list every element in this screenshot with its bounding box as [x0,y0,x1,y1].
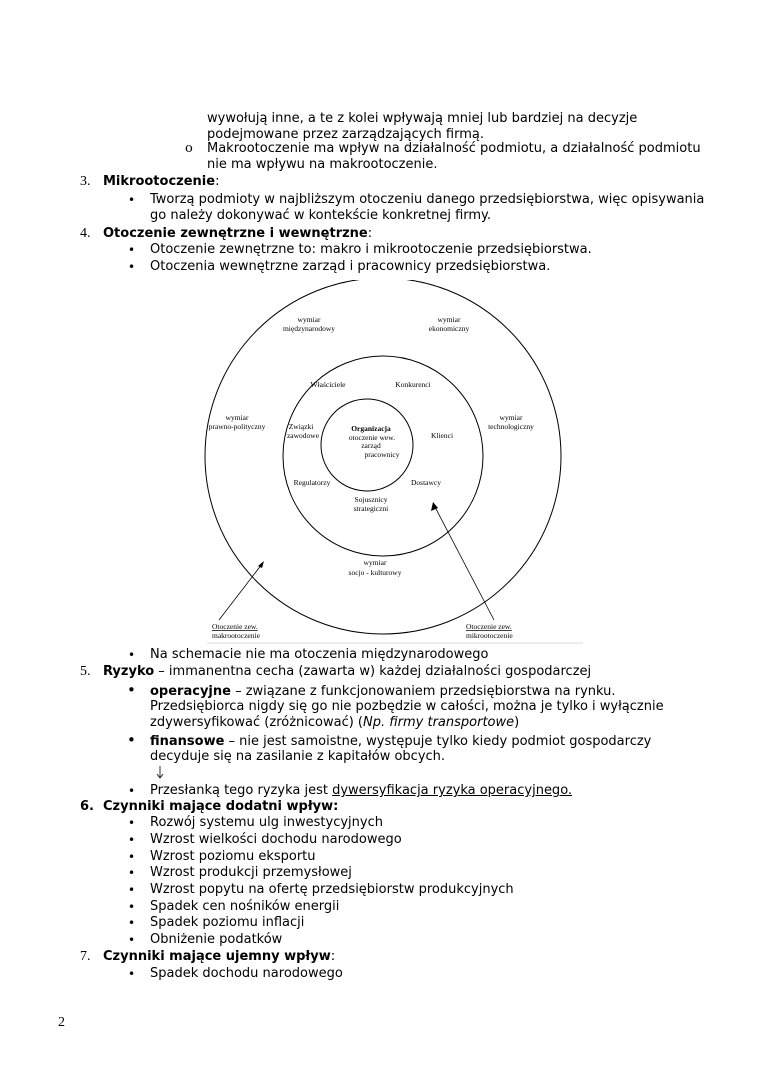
bullet-icon: • [128,833,136,847]
section-5-desc: – immanentna cecha (zawarta w) każdej działalności gospodarczej [154,664,592,679]
s5-b3-underlined: dywersyfikacja ryzyka operacyjnego. [332,783,573,798]
s5-term-operacyjne: operacyjne [150,684,231,699]
legend-makro-2: makrootoczenie [212,631,260,640]
bullet-icon: • [128,916,136,930]
bullet-icon: • [128,850,136,864]
section-6-number: 6. [80,799,94,814]
label-wymiar-ekonomiczny-2: ekonomiczny [428,324,470,333]
bullet-icon: • [128,784,136,798]
intro-line-3: Makrootoczenie ma wpływ na działalność podmiotu, a działalność podmiotu [207,141,701,156]
section-7-number: 7. [80,949,91,964]
s6-item: Wzrost produkcji przemysłowej [150,865,352,880]
label-wymiar-technologiczny-2: technologiczny [488,422,534,431]
bold-bullet-icon: • [127,731,136,749]
label-wymiar-miedzynarodowy-1: wymiar [297,315,321,324]
bullet-icon: • [128,260,136,274]
bullet-icon: • [128,883,136,897]
section-3-title: Mikrootoczenie [103,174,216,189]
bullet-icon: • [128,933,136,947]
s5-bullet-1-line-2: Przedsiębiorca nigdy się go nie pozbędzie w całości, można je tylko i wyłącznie [150,699,664,714]
bullet-icon: • [128,648,136,662]
s4-after-diagram: Na schemacie nie ma otoczenia międzynarodowego [150,647,489,662]
s6-item: Wzrost popytu na ofertę przedsiębiorstw produkcyjnych [150,882,514,897]
s5-bullet-2-line-2: decyduje się na zasilanie z kapitałów obcych. [150,749,446,764]
s5-bullet-1-line-3 [150,715,519,731]
section-3-heading [103,174,219,190]
s6-item: Wzrost poziomu eksportu [150,849,316,864]
label-otoczenie-wew: otoczenie wew. [348,433,396,442]
section-7-heading [103,949,335,965]
section-3-number: 3. [80,174,91,189]
s3-bullet-1-line-1: Tworzą podmioty w najbliższym otoczeniu danego przedsiębiorstwa, więc opisywania [150,192,705,207]
s5-line3-a: zdywersyfikować (zróżnicować) ( [150,715,364,730]
legend-makro-1: Otoczenie zew. [212,622,258,631]
s3-bullet-1-line-2: go należy dokonywać w kontekście konkretnej firmy. [150,208,492,223]
s6-item: Wzrost wielkości dochodu narodowego [150,832,402,847]
section-3-colon: : [215,174,220,189]
label-sojusznicy-1: Sojusznicy [354,495,388,504]
s4-bullet-1: Otoczenie zewnętrzne to: makro i mikrootoczenie przedsiębiorstwa. [150,242,592,257]
bullet-icon: • [128,900,136,914]
s6-item: Rozwój systemu ulg inwestycyjnych [150,815,383,830]
label-wymiar-socjo-1: wymiar [363,558,387,567]
arrow-mikro-line [435,507,494,620]
arrow-mikro-head-icon [431,502,438,511]
section-4-heading [103,226,372,242]
label-sojusznicy-2: strategiczni [353,504,389,513]
s5-desc-finansowe: – nie jest samoistne, występuje tylko kiedy podmiot gospodarczy [224,734,652,749]
s5-desc-operacyjne: – związane z funkcjonowaniem przedsiębiorstwa na rynku. [230,684,616,699]
section-4-title: Otoczenie zewnętrzne i wewnętrzne [103,226,368,241]
label-pracownicy: pracownicy [364,450,400,459]
sub-bullet-marker: o [185,141,193,156]
s5-line3-b: ) [514,715,520,730]
s5-term-finansowe: finansowe [150,734,225,749]
s6-item: Obniżenie podatków [150,932,283,947]
page-number: 2 [58,1015,65,1030]
s5-bullet-1-line-1 [150,684,616,700]
label-wymiar-prawny-1: wymiar [225,413,249,422]
arrow-makro-line [219,564,262,620]
label-wymiar-ekonomiczny-1: wymiar [437,315,461,324]
s5-bullet-3 [150,783,572,799]
section-7-title: Czynniki mające ujemny wpływ [103,949,331,964]
label-konkurenci: Konkurenci [395,380,431,389]
arrow-makro-head-icon [258,561,264,568]
label-wymiar-miedzynarodowy-2: międzynarodowy [282,324,336,333]
label-wymiar-prawny-2: prawno-polityczny [208,422,266,431]
s7-item: Spadek dochodu narodowego [150,966,343,981]
section-6-title: Czynniki mające dodatni wpływ: [103,799,339,814]
s6-item: Spadek poziomu inflacji [150,915,305,930]
label-wymiar-technologiczny-1: wymiar [499,413,523,422]
label-zwiazki-2: zawodowe [286,431,320,440]
label-wlasciciele: Właściciele [310,380,346,389]
bold-bullet-icon: • [127,681,136,699]
s5-b3-text: Przesłanką tego ryzyka jest [150,783,333,798]
bullet-icon: • [128,967,136,981]
intro-line-2: podejmowane przez zarządzających firmą. [207,127,484,142]
s5-line3-italic: Np. firmy transportowe [363,715,515,730]
bullet-icon: • [128,866,136,880]
section-4-number: 4. [80,226,91,241]
label-organizacja: Organizacja [351,424,391,433]
label-wymiar-socjo-2: socjo - kulturowy [348,568,402,577]
bullet-icon: • [128,193,136,207]
s6-item: Spadek cen nośników energii [150,899,340,914]
label-klienci: Klienci [430,431,454,440]
s5-bullet-2-line-1 [150,734,651,750]
section-4-colon: : [367,226,373,241]
bullet-icon: • [128,243,136,257]
bullet-icon: • [128,816,136,830]
section-5-number: 5. [80,664,91,679]
legend-mikro-1: Otoczenie zew. [466,622,512,631]
down-arrow-icon [155,766,165,780]
label-zarzad: zarząd [361,441,381,450]
intro-line-1: wywołują inne, a te z kolei wpływają mniej lub bardziej na decyzje [207,111,638,126]
intro-line-4: nie ma wpływu na makrootoczenie. [207,157,438,172]
s4-bullet-2: Otoczenia wewnętrzne zarząd i pracownicy przedsiębiorstwa. [150,259,551,274]
label-zwiazki-1: Związki [288,422,314,431]
section-5-title: Ryzyko [103,664,155,679]
label-dostawcy: Dostawcy [411,478,441,487]
label-regulatorzy: Regulatorzy [293,478,331,487]
section-6-heading [103,799,338,815]
legend-mikro-2: mikrootoczenie [466,631,513,640]
section-7-colon: : [330,949,336,964]
environment-diagram [195,280,590,650]
section-5-heading [103,664,591,680]
